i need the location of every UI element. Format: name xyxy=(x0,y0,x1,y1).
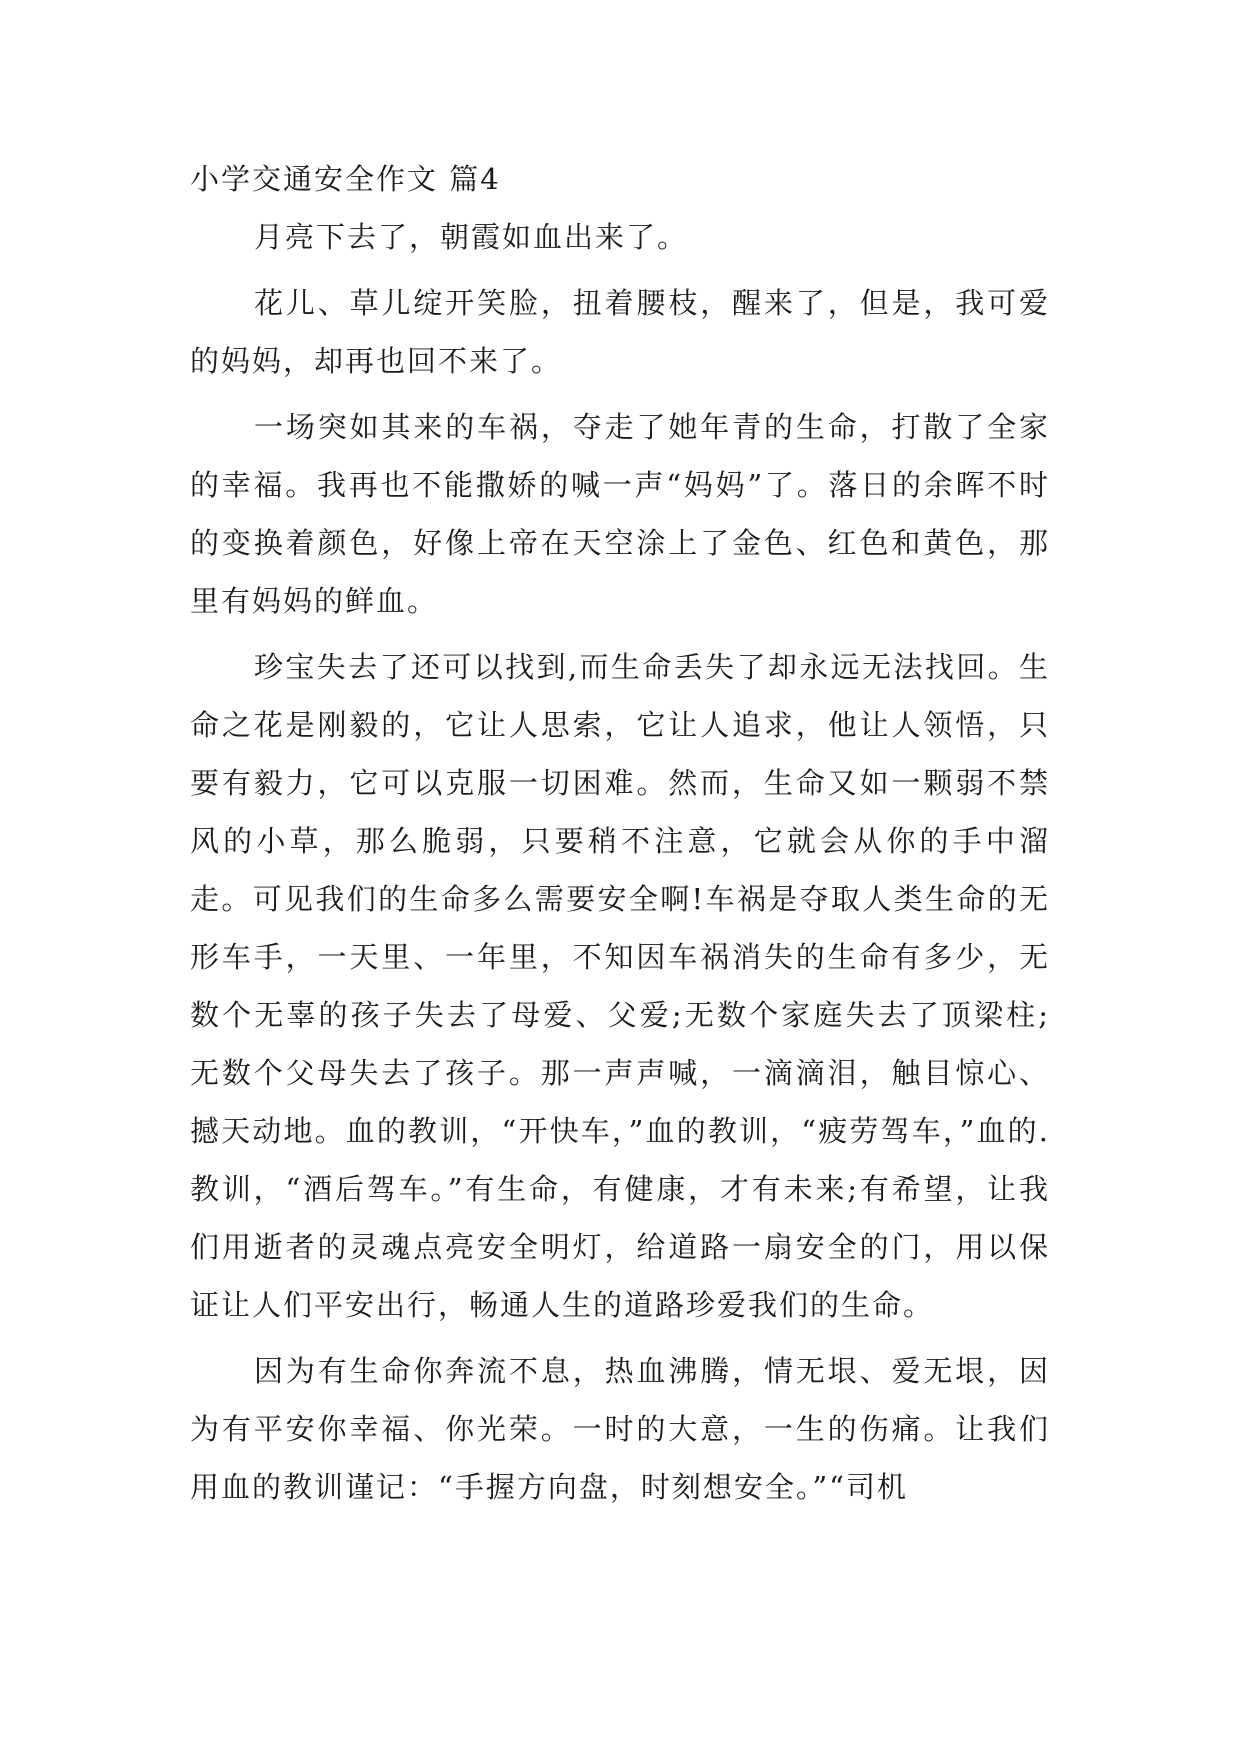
paragraph-4: 珍宝失去了还可以找到,而生命丢失了却永远无法找回。生命之花是刚毅的，它让人思索，它让人追求，他让人领悟，只要有毅力，它可以克服一切困难。然而，生命又如一颗弱不禁风的小草，那么脆弱，只要稍不注意，它就会从你的手中溜走。可见我们的生命多么需要安全啊!车祸是夺取人类生命的无形车手，一天里、一年里，不知因车祸消失的生命有多少，无数个无辜的孩子失去了母爱、父爱;无数个家庭失去了顶梁柱;无数个父母失去了孩子。那一声声喊，一滴滴泪，触目惊心、撼天动地。血的教训，“开快车，”血的教训，“疲劳驾车，”血的.教训，“酒后驾车。”有生命，有健康，才有未来;有希望，让我们用逝者的灵魂点亮安全明灯，给道路一扇安全的门，用以保证让人们平安出行，畅通人生的道路珍爱我们的生命。 xyxy=(190,650,1050,1322)
document-body xyxy=(190,150,1050,1524)
paragraph-5: 因为有生命你奔流不息，热血沸腾，情无垠、爱无垠，因为有平安你幸福、你光荣。一时的大意，一生的伤痛。让我们用血的教训谨记：“手握方向盘，时刻想安全。”“司机 xyxy=(190,1354,1050,1504)
paragraph-3: 一场突如其来的车祸，夺走了她年青的生命，打散了全家的幸福。我再也不能撒娇的喊一声“妈妈”了。落日的余晖不时的变换着颜色，好像上帝在天空涂上了金色、红色和黄色，那里有妈妈的鲜血。 xyxy=(190,410,1050,618)
document-title: 小学交通安全作文 篇4 xyxy=(190,162,501,196)
paragraph-2: 花儿、草儿绽开笑脸，扭着腰枝，醒来了，但是，我可爱的妈妈，却再也回不来了。 xyxy=(190,286,1050,378)
paragraph-1: 月亮下去了，朝霞如血出来了。 xyxy=(254,220,689,254)
